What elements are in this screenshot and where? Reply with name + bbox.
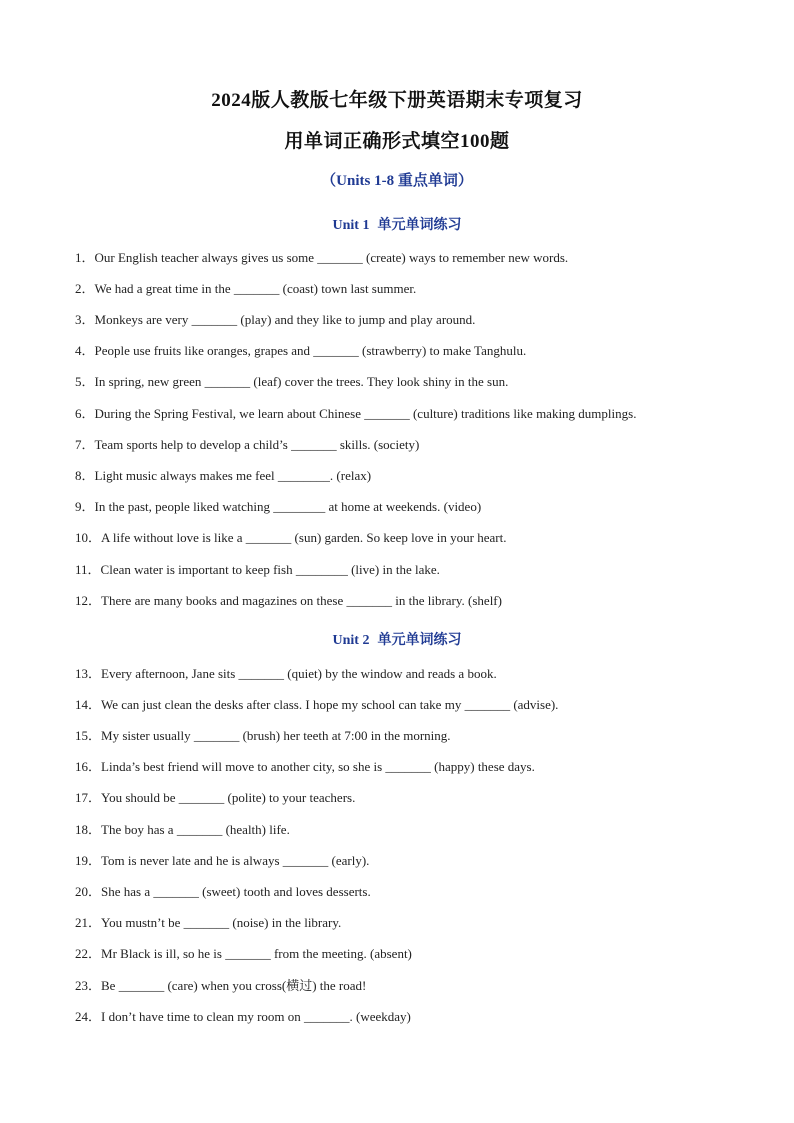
question-number: 2． <box>75 281 95 296</box>
worksheet-scope-note: （Units 1-8 重点单词） <box>321 173 473 189</box>
question-text: You mustn’t be _______ (noise) in the library. <box>101 915 342 930</box>
question-text: In spring, new green _______ (leaf) cover the trees. They look shiny in the sun. <box>94 374 509 389</box>
question-number: 4． <box>75 343 95 358</box>
question-number: 18． <box>75 822 102 837</box>
question-number: 11． <box>75 562 101 577</box>
question-text: A life without love is like a _______ (sun) garden. So keep love in your heart. <box>101 530 507 545</box>
question-number: 17． <box>75 790 102 805</box>
question-text: Mr Black is ill, so he is _______ from the meeting. (absent) <box>101 946 412 961</box>
question-number: 21． <box>75 915 102 930</box>
question-number: 16． <box>75 759 102 774</box>
question-text: People use fruits like oranges, grapes and _______ (strawberry) to make Tanghulu. <box>94 343 527 358</box>
question-item <box>75 945 755 963</box>
question-item <box>75 592 755 610</box>
section-heading-unit-1 <box>0 214 794 234</box>
section-unit-label: 单元单词练习 <box>377 218 462 233</box>
question-item <box>75 498 755 516</box>
question-item <box>75 561 755 579</box>
question-text: Clean water is important to keep fish ________ (live) in the lake. <box>100 562 440 577</box>
section-heading-unit-2 <box>0 629 794 649</box>
question-number: 5． <box>75 374 95 389</box>
question-text: You should be _______ (polite) to your teachers. <box>101 790 356 805</box>
question-number: 3． <box>75 312 95 327</box>
worksheet-title: 2024版人教版七年级下册英语期末专项复习 <box>211 90 583 111</box>
question-text: Team sports help to develop a child’s _______ skills. (society) <box>94 437 420 452</box>
section-unit-name: Unit 1 <box>332 218 370 233</box>
question-item <box>75 529 755 547</box>
question-text: Light music always makes me feel ________. (relax) <box>94 468 372 483</box>
question-text: Monkeys are very _______ (play) and they like to jump and play around. <box>94 312 476 327</box>
question-number: 24． <box>75 1009 102 1024</box>
question-item <box>75 883 755 901</box>
question-text: She has a _______ (sweet) tooth and loves desserts. <box>101 884 371 899</box>
question-number: 1． <box>75 250 95 265</box>
question-number: 9． <box>75 499 95 514</box>
question-item <box>75 821 755 839</box>
section-unit-name: Unit 2 <box>332 633 370 648</box>
question-number: 22． <box>75 946 102 961</box>
question-item <box>75 852 755 870</box>
question-number: 8． <box>75 468 95 483</box>
question-item <box>75 311 755 329</box>
section-unit-label: 单元单词练习 <box>377 633 462 648</box>
question-item <box>75 696 755 714</box>
question-text: The boy has a _______ (health) life. <box>101 822 290 837</box>
question-text: Every afternoon, Jane sits _______ (quiet) by the window and reads a book. <box>101 666 497 681</box>
question-item <box>75 727 755 745</box>
question-number: 7． <box>75 437 95 452</box>
question-text: In the past, people liked watching ________ at home at weekends. (video) <box>94 499 482 514</box>
question-number: 15． <box>75 728 102 743</box>
question-item <box>75 758 755 776</box>
worksheet-subtitle-main: 用单词正确形式填空100题 <box>284 131 510 152</box>
question-item <box>75 249 755 267</box>
question-text: We can just clean the desks after class. I hope my school can take my _______ (advise). <box>101 697 559 712</box>
question-text: Our English teacher always gives us some _______ (create) ways to remember new words. <box>94 250 569 265</box>
question-item <box>75 977 755 995</box>
question-text: My sister usually _______ (brush) her teeth at 7:00 in the morning. <box>101 728 451 743</box>
question-number: 14． <box>75 697 102 712</box>
question-number: 20． <box>75 884 102 899</box>
question-text: During the Spring Festival, we learn about Chinese _______ (culture) traditions like making dumplings. <box>94 406 637 421</box>
question-item <box>75 1008 755 1026</box>
question-number: 6． <box>75 406 95 421</box>
question-number: 13． <box>75 666 102 681</box>
question-text: I don’t have time to clean my room on _______. (weekday) <box>101 1009 411 1024</box>
question-number: 10． <box>75 530 102 545</box>
question-number: 12． <box>75 593 102 608</box>
question-item <box>75 436 755 454</box>
question-number: 19． <box>75 853 102 868</box>
question-text: There are many books and magazines on these _______ in the library. (shelf) <box>101 593 502 608</box>
question-item <box>75 280 755 298</box>
question-text: We had a great time in the _______ (coast) town last summer. <box>94 281 417 296</box>
question-text: Linda’s best friend will move to another city, so she is _______ (happy) these days. <box>101 759 535 774</box>
question-item <box>75 405 755 423</box>
question-item <box>75 789 755 807</box>
question-item <box>75 342 755 360</box>
question-number: 23． <box>75 978 102 993</box>
question-text: Tom is never late and he is always _______ (early). <box>101 853 370 868</box>
question-item <box>75 373 755 391</box>
question-item <box>75 914 755 932</box>
question-item <box>75 467 755 485</box>
question-text: Be _______ (care) when you cross(横过) the road! <box>101 978 367 993</box>
question-item <box>75 665 755 683</box>
